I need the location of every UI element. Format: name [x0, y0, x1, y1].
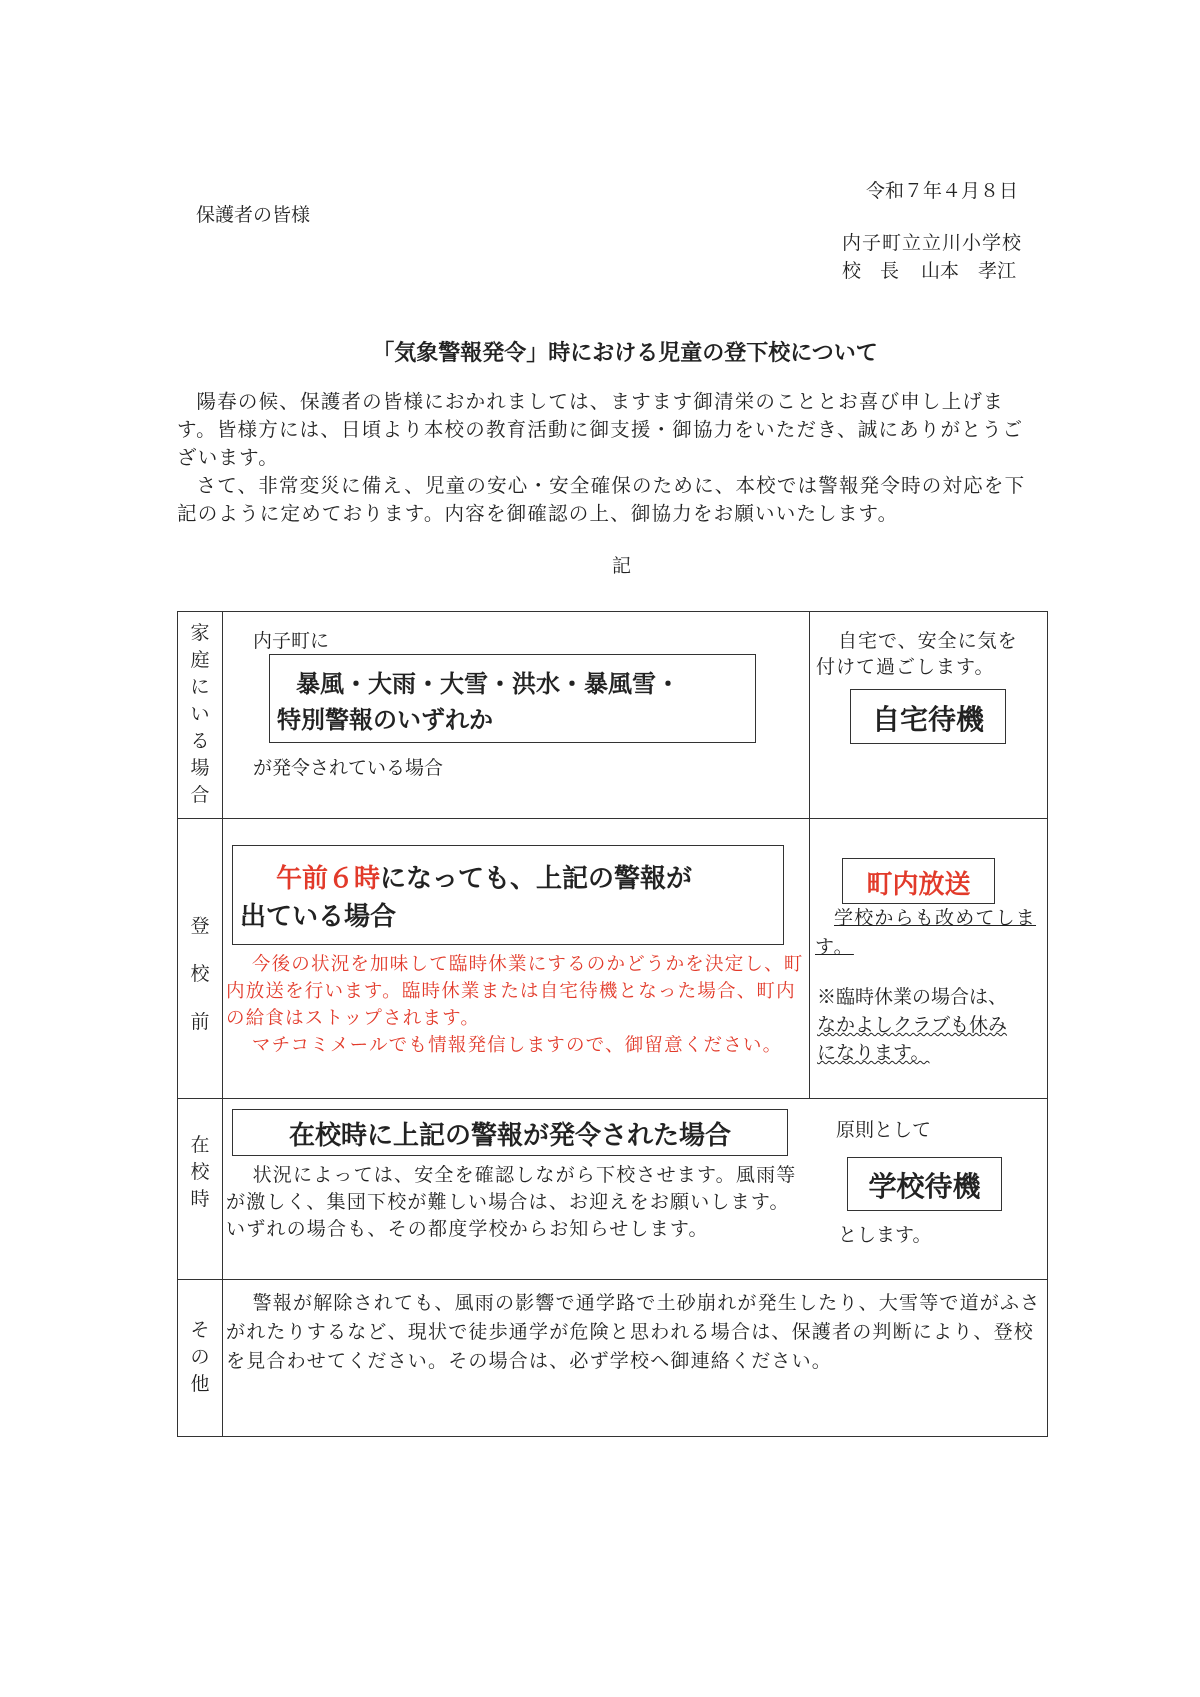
- at-school-note: 状況によっては、安全を確認しながら下校させます。風雨等が激しく、集団下校が難しい場合は、お迎えをお願いします。いずれの場合も、その都度学校からお知らせします。: [226, 1164, 797, 1240]
- ki-label: 記: [612, 555, 632, 577]
- document-date: 令和７年４月８日: [866, 180, 1019, 202]
- row-label-home: 家庭にいる場合: [190, 622, 210, 806]
- before-school-note-1: 今後の状況を加味して臨時休業にするのかどうかを決定し、町内放送を行います。臨時休業または自宅待機となった場合、町内の給食はストップされます。: [226, 954, 804, 1029]
- principal-title: 校 長: [842, 260, 900, 282]
- row-divider-3: [177, 1279, 1048, 1280]
- page-title: 「気象警報発令」時における児童の登下校について: [372, 341, 878, 366]
- before-school-text1: になっても、上記の警報が: [380, 864, 693, 894]
- before-school-note-2: マチコミメールでも情報発信しますので、御留意ください。: [251, 1035, 783, 1056]
- school-wait-action: 学校待機: [868, 1170, 981, 1203]
- home-warnings-line1: 暴風・大雨・大雪・洪水・暴風雪・: [296, 670, 680, 698]
- home-condition: が発令されている場合: [253, 757, 444, 779]
- other-note: 警報が解除されても、風雨の影響で通学路で土砂崩れが発生したり、大雪等で道がふさがれたりするなど、現状で徒歩通学が危険と思われる場合は、保護者の判断により、登校を見合わせてください。その場合は、必ず学校へ御連絡ください。: [226, 1292, 1041, 1372]
- principal-name: 山本 孝江: [921, 260, 1017, 282]
- at-school-suffix: とします。: [838, 1224, 932, 1246]
- intro: [177, 388, 1042, 528]
- at-school-rule: 原則として: [836, 1119, 932, 1141]
- at-school-notes: [226, 1162, 806, 1243]
- before-school-notes: [226, 951, 806, 1059]
- recipient: 保護者の皆様: [196, 204, 311, 226]
- row-label-before-school: 登校前: [190, 915, 210, 1033]
- row-divider-2: [177, 1098, 1048, 1099]
- row-divider-1: [177, 818, 1048, 819]
- intro-paragraph-2: さて、非常変災に備え、児童の安心・安全確保のために、本校では警報発令時の対応を下記のように定めております。内容を御確認の上、御協力をお願いいたします。: [177, 474, 1026, 525]
- other-notes: [226, 1289, 1041, 1376]
- before-school-line1: [276, 858, 692, 895]
- home-note-line2: 付けて過ごします。: [816, 656, 995, 678]
- home-warnings-line2: 特別警報のいずれか: [277, 706, 493, 734]
- closure-note-line1: ※臨時休業の場合は、: [817, 986, 1008, 1008]
- principal: [842, 256, 1016, 283]
- row-label-at-school: 在校時: [190, 1134, 210, 1210]
- broadcast-note-text: 学校からも改めてします。: [815, 907, 1037, 958]
- at-school-heading: 在校時に上記の警報が発令された場合: [288, 1121, 731, 1151]
- home-note-line1: 自宅で、安全に気を: [838, 630, 1018, 652]
- row-label-other: その他: [190, 1319, 210, 1395]
- before-school-time: 午前６時: [276, 864, 381, 894]
- intro-paragraph-1: 陽春の候、保護者の皆様におかれましては、ますます御清栄のこととお喜び申し上げます。皆様方には、日頃より本校の教育活動に御支援・御協力をいただき、誠にありがとうございます。: [177, 390, 1024, 469]
- closure-note-line3: になります。: [817, 1042, 930, 1064]
- school-name: 内子町立立川小学校: [842, 232, 1023, 254]
- broadcast-note: [815, 904, 1047, 962]
- home-town: 内子町に: [253, 630, 330, 652]
- before-school-text2: 出ている場合: [240, 902, 397, 932]
- right-column-divider: [809, 611, 810, 1099]
- closure-note-line2: なかよしクラブも休み: [817, 1014, 1008, 1036]
- broadcast-action: 町内放送: [866, 870, 971, 900]
- label-column-divider: [222, 611, 223, 1437]
- home-action: 自宅待機: [871, 703, 984, 736]
